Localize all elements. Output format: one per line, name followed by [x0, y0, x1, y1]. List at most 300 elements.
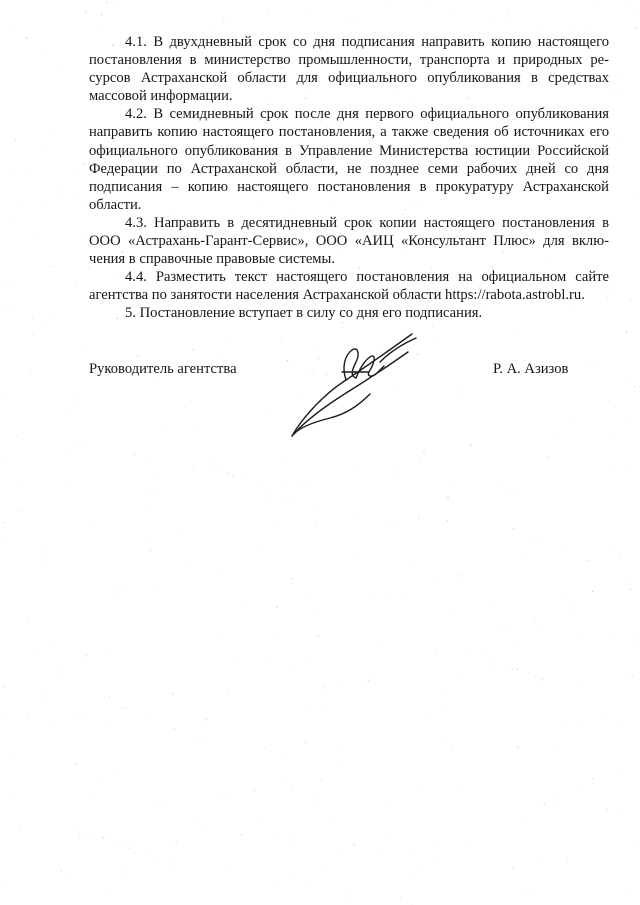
scan-speck — [293, 874, 294, 875]
scan-speck — [242, 604, 243, 605]
scan-speck — [617, 722, 619, 724]
scan-speck — [496, 483, 497, 484]
scan-speck — [190, 400, 191, 401]
scan-speck — [18, 510, 19, 511]
scan-speck — [228, 690, 229, 691]
scan-speck — [233, 476, 234, 477]
scan-speck — [527, 704, 528, 705]
scan-speck — [396, 472, 397, 473]
scan-speck — [323, 686, 324, 687]
scan-speck — [120, 871, 121, 872]
scan-speck — [597, 2, 598, 3]
scan-speck — [620, 773, 621, 774]
scan-speck — [12, 280, 13, 281]
scan-speck — [388, 597, 389, 598]
scan-speck — [531, 543, 532, 544]
signer-title: Руководитель агентства — [89, 361, 237, 377]
scan-speck — [0, 284, 1, 285]
scan-speck — [436, 583, 437, 584]
scan-speck — [41, 321, 42, 322]
scan-speck — [458, 574, 459, 575]
scan-speck — [619, 141, 620, 142]
scan-speck — [73, 199, 74, 200]
paragraph-4-4: 4.4. Разместить текст настоящего постановления на официальном сайте агентства по занятости населения Астраханской области https://rabota.astrobl.ru. — [89, 269, 609, 304]
scan-speck — [204, 828, 205, 829]
scan-speck — [433, 841, 434, 842]
scan-speck — [291, 578, 292, 579]
scan-speck — [424, 716, 425, 717]
scan-speck — [76, 764, 77, 765]
scan-speck — [101, 14, 102, 15]
scan-speck — [14, 752, 15, 753]
scan-speck — [392, 527, 393, 528]
scan-speck — [8, 26, 9, 27]
scan-speck — [128, 477, 129, 478]
scan-speck — [348, 895, 349, 896]
scan-speck — [274, 634, 275, 635]
scan-speck — [216, 469, 218, 471]
scan-speck — [318, 635, 319, 636]
scan-speck — [268, 497, 269, 498]
scan-speck — [493, 666, 494, 667]
scan-speck — [199, 739, 200, 740]
paragraph-5: 5. Постановление вступает в силу со дня его подписания. — [125, 305, 483, 322]
scan-speck — [354, 21, 355, 22]
scan-speck — [57, 67, 58, 68]
scan-speck — [622, 258, 623, 259]
scan-speck — [543, 28, 544, 29]
scan-speck — [177, 529, 178, 530]
scan-speck — [288, 668, 289, 669]
scan-speck — [445, 707, 446, 708]
scan-speck — [117, 712, 118, 713]
scan-speck — [197, 427, 198, 428]
paragraph-4-2: 4.2. В семидневный срок после дня первого официального опубликования направить копию настоящего постановления, а также сведения об источниках его официального опубликования в Управление Министерства юстиции Российской Федерации по Астраханской области, не позднее семи рабочих дней со дня подписания – копию настоящего постановления в прокуратуру Астраханской области. — [89, 106, 609, 213]
scan-speck — [60, 870, 61, 871]
scan-speck — [15, 139, 16, 140]
scan-speck — [230, 866, 231, 867]
scan-speck — [632, 8, 633, 9]
scan-speck — [366, 512, 367, 513]
scan-speck — [236, 663, 237, 664]
scan-speck — [569, 420, 570, 421]
scan-speck — [119, 591, 120, 592]
scan-speck — [19, 201, 21, 203]
scan-speck — [27, 712, 29, 714]
scan-speck — [85, 655, 86, 656]
scan-speck — [517, 747, 518, 748]
scan-speck — [514, 641, 515, 642]
scan-speck — [338, 853, 339, 854]
scan-speck — [563, 550, 564, 551]
scan-speck — [513, 528, 514, 529]
scan-speck — [343, 751, 344, 752]
scan-speck — [110, 650, 111, 651]
scan-speck — [45, 146, 46, 147]
scan-speck — [550, 730, 551, 731]
scan-speck — [418, 517, 420, 519]
scan-speck — [611, 294, 612, 295]
scan-speck — [242, 733, 243, 734]
scan-speck — [99, 541, 100, 542]
scan-speck — [414, 564, 415, 565]
scan-speck — [42, 551, 43, 552]
scan-speck — [628, 418, 629, 419]
scan-speck — [119, 774, 120, 775]
scan-speck — [305, 886, 307, 888]
scan-speck — [166, 803, 167, 804]
scan-speck — [512, 669, 513, 670]
scan-speck — [456, 395, 457, 396]
scan-speck — [639, 199, 640, 200]
scan-speck — [67, 878, 68, 879]
scan-speck — [626, 332, 627, 333]
scan-speck — [459, 387, 460, 388]
scan-speck — [506, 22, 507, 23]
scan-speck — [287, 781, 288, 782]
scan-speck — [185, 560, 186, 561]
scan-speck — [108, 891, 109, 892]
scan-speck — [517, 668, 519, 670]
scan-speck — [192, 466, 193, 467]
scan-speck — [155, 589, 156, 590]
scan-speck — [52, 644, 53, 645]
scan-speck — [128, 848, 129, 849]
scan-speck — [515, 330, 516, 331]
scan-speck — [305, 741, 306, 742]
scan-speck — [305, 593, 306, 594]
scan-speck — [78, 827, 79, 828]
scan-speck — [174, 861, 175, 862]
document-body — [89, 33, 609, 323]
scan-speck — [304, 656, 305, 657]
scan-speck — [562, 596, 563, 597]
scan-speck — [623, 160, 624, 161]
scan-speck — [572, 514, 573, 515]
scan-speck — [467, 648, 468, 649]
scan-speck — [420, 791, 421, 792]
scan-speck — [511, 493, 512, 494]
scan-speck — [0, 440, 1, 441]
scan-speck — [384, 1, 385, 2]
scan-speck — [84, 163, 85, 164]
scan-speck — [147, 460, 149, 462]
scan-speck — [209, 462, 210, 463]
scan-speck — [561, 721, 562, 722]
scan-speck — [387, 804, 388, 805]
scan-speck — [117, 595, 118, 596]
scan-speck — [188, 903, 189, 904]
scan-speck — [36, 181, 37, 182]
scan-speck — [18, 825, 20, 827]
scan-speck — [291, 789, 292, 790]
scan-speck — [137, 356, 138, 357]
scan-speck — [126, 707, 127, 708]
scan-speck — [95, 795, 96, 796]
scan-speck — [267, 10, 268, 11]
scan-speck — [368, 680, 370, 682]
scan-speck — [587, 26, 588, 27]
scan-speck — [280, 481, 281, 482]
scan-speck — [507, 14, 508, 15]
scan-speck — [36, 232, 37, 233]
scan-speck — [7, 307, 8, 308]
scan-speck — [434, 653, 436, 655]
scan-speck — [526, 817, 527, 818]
scan-speck — [121, 587, 122, 588]
scan-speck — [407, 592, 408, 593]
scan-speck — [308, 8, 309, 9]
scan-speck — [262, 822, 263, 823]
scan-speck — [85, 11, 86, 12]
scan-speck — [266, 658, 267, 659]
scan-speck — [527, 891, 528, 892]
scan-speck — [306, 484, 307, 485]
scan-speck — [47, 695, 48, 696]
scan-speck — [53, 727, 54, 728]
scan-speck — [626, 581, 627, 582]
scan-speck — [509, 626, 510, 627]
scan-speck — [21, 486, 22, 487]
scan-speck — [558, 745, 559, 746]
scan-speck — [149, 550, 151, 552]
scan-speck — [608, 684, 609, 685]
scan-speck — [534, 676, 535, 677]
scan-speck — [268, 408, 269, 409]
scan-speck — [322, 866, 323, 867]
scan-speck — [106, 2, 107, 3]
scan-speck — [103, 837, 105, 839]
scan-speck — [492, 658, 493, 659]
scan-speck — [548, 456, 549, 457]
scan-speck — [615, 551, 616, 552]
scan-speck — [24, 174, 25, 175]
scan-speck — [551, 515, 552, 516]
scan-speck — [79, 440, 80, 441]
scan-speck — [414, 877, 415, 878]
scan-speck — [543, 629, 544, 630]
scan-speck — [95, 834, 96, 835]
scan-speck — [7, 713, 8, 714]
scan-speck — [262, 350, 263, 351]
scan-speck — [16, 435, 17, 436]
scan-speck — [45, 200, 46, 201]
scan-speck — [468, 445, 469, 446]
scan-speck — [608, 1, 609, 2]
scan-speck — [96, 30, 97, 31]
scan-speck — [538, 539, 539, 540]
scan-speck — [173, 869, 174, 870]
scan-speck — [451, 485, 452, 486]
scan-speck — [314, 799, 315, 800]
scan-speck — [347, 22, 348, 23]
scan-speck — [241, 834, 242, 835]
scan-speck — [124, 707, 125, 708]
scan-speck — [265, 747, 266, 748]
scan-speck — [253, 791, 254, 792]
scan-speck — [580, 724, 581, 725]
scan-speck — [614, 465, 615, 466]
scan-speck — [593, 778, 594, 779]
scan-speck — [26, 37, 28, 39]
scan-speck — [626, 4, 627, 5]
scan-speck — [612, 434, 613, 435]
scan-speck — [422, 787, 423, 788]
scan-speck — [258, 486, 259, 487]
scan-speck — [86, 202, 87, 203]
scan-speck — [33, 333, 34, 334]
scan-speck — [411, 850, 412, 851]
scan-speck — [278, 524, 279, 525]
scan-speck — [488, 23, 489, 24]
scan-speck — [556, 799, 557, 800]
scan-speck — [54, 313, 55, 314]
scan-speck — [223, 796, 224, 797]
scan-speck — [153, 858, 154, 859]
scan-speck — [438, 341, 439, 342]
scan-speck — [428, 2, 429, 3]
scan-speck — [3, 522, 4, 523]
scan-speck — [353, 552, 354, 553]
scan-speck — [11, 171, 12, 172]
scan-speck — [283, 497, 284, 498]
scan-speck — [314, 507, 315, 508]
scan-speck — [458, 578, 459, 579]
scan-speck — [275, 833, 276, 834]
scan-speck — [619, 558, 620, 559]
scan-speck — [451, 13, 452, 14]
paragraph-4-1: 4.1. В двухдневный срок со дня подписания направить копию настоящего постановления в министерство промышленности, транспорта и природных ресурсов Астраханской области для официального опубликования в средствах массовой информации. — [89, 34, 609, 105]
scan-speck — [170, 865, 171, 866]
scan-speck — [241, 479, 242, 480]
scan-speck — [27, 618, 29, 620]
scan-speck — [424, 455, 425, 456]
scan-speck — [162, 429, 163, 430]
scan-speck — [291, 500, 293, 502]
scan-speck — [2, 885, 3, 886]
scan-speck — [206, 719, 207, 720]
scan-speck — [276, 606, 278, 608]
scan-speck — [152, 800, 153, 801]
scan-speck — [418, 7, 419, 8]
scan-speck — [447, 496, 448, 497]
scan-speck — [79, 717, 81, 719]
scan-speck — [230, 343, 231, 344]
scan-speck — [8, 799, 9, 800]
scan-speck — [120, 844, 121, 845]
scan-speck — [630, 300, 632, 302]
scan-speck — [155, 472, 156, 473]
scan-speck — [613, 766, 614, 767]
scan-speck — [79, 834, 80, 835]
scan-speck — [208, 466, 209, 467]
scan-speck — [219, 356, 220, 357]
scan-speck — [211, 25, 212, 26]
scan-speck — [340, 685, 341, 686]
signer-name: Р. А. Азизов — [493, 361, 569, 377]
scan-speck — [582, 681, 583, 682]
scan-speck — [447, 692, 448, 693]
scan-speck — [220, 636, 221, 637]
scan-speck — [208, 427, 209, 428]
scan-speck — [471, 444, 473, 446]
scan-speck — [52, 130, 53, 131]
scan-speck — [75, 171, 76, 172]
scan-speck — [306, 706, 307, 707]
scan-speck — [108, 720, 109, 721]
scan-speck — [632, 640, 633, 641]
scan-speck — [158, 437, 159, 438]
scan-speck — [4, 686, 6, 688]
scan-speck — [491, 600, 492, 601]
scan-speck — [537, 863, 538, 864]
scan-speck — [281, 341, 282, 342]
scan-speck — [168, 643, 169, 644]
scan-speck — [66, 480, 68, 482]
scan-speck — [528, 672, 529, 673]
scan-speck — [622, 74, 623, 75]
scan-speck — [174, 728, 175, 729]
scan-speck — [613, 633, 614, 634]
scan-speck — [223, 20, 225, 22]
scan-speck — [3, 393, 4, 394]
scan-speck — [32, 318, 33, 319]
scan-speck — [68, 449, 69, 450]
scan-speck — [81, 659, 82, 660]
scan-speck — [133, 453, 135, 455]
scan-speck — [619, 808, 620, 809]
scan-speck — [73, 398, 74, 399]
scan-speck — [606, 715, 607, 716]
scan-speck — [131, 641, 132, 642]
scan-speck — [145, 855, 146, 856]
scan-speck — [356, 513, 357, 514]
scan-speck — [12, 307, 13, 308]
scan-speck — [630, 589, 631, 590]
scan-speck — [283, 458, 284, 459]
scan-speck — [227, 472, 228, 473]
scan-speck — [144, 511, 145, 512]
scan-speck — [222, 16, 223, 17]
scan-speck — [316, 522, 318, 524]
scan-speck — [634, 846, 635, 847]
scan-speck — [8, 222, 9, 223]
scan-speck — [72, 297, 73, 298]
scan-speck — [93, 525, 94, 526]
scan-speck — [42, 52, 43, 53]
scan-speck — [86, 346, 87, 347]
scan-speck — [158, 683, 159, 684]
scan-speck — [422, 868, 423, 869]
paragraph-4-3: 4.3. Направить в десятидневный срок копии настоящего постановления в ООО «Астрахань-Гарант-Сервис», ООО «АИЦ «Консультант Плюс» для включения в справочные правовые системы. — [89, 214, 609, 268]
scan-speck — [294, 839, 295, 840]
scan-speck — [279, 883, 281, 885]
scan-speck — [423, 451, 425, 453]
scan-speck — [4, 542, 5, 543]
scan-speck — [58, 671, 59, 672]
scan-speck — [106, 392, 107, 393]
scan-speck — [446, 739, 447, 740]
scan-speck — [451, 750, 453, 752]
handwritten-signature — [284, 322, 424, 442]
scan-speck — [318, 608, 319, 609]
scan-speck — [606, 809, 607, 810]
scan-speck — [42, 563, 43, 564]
scan-speck — [301, 484, 302, 485]
scan-speck — [167, 850, 168, 851]
scan-speck — [4, 175, 5, 176]
scan-speck — [615, 406, 617, 408]
